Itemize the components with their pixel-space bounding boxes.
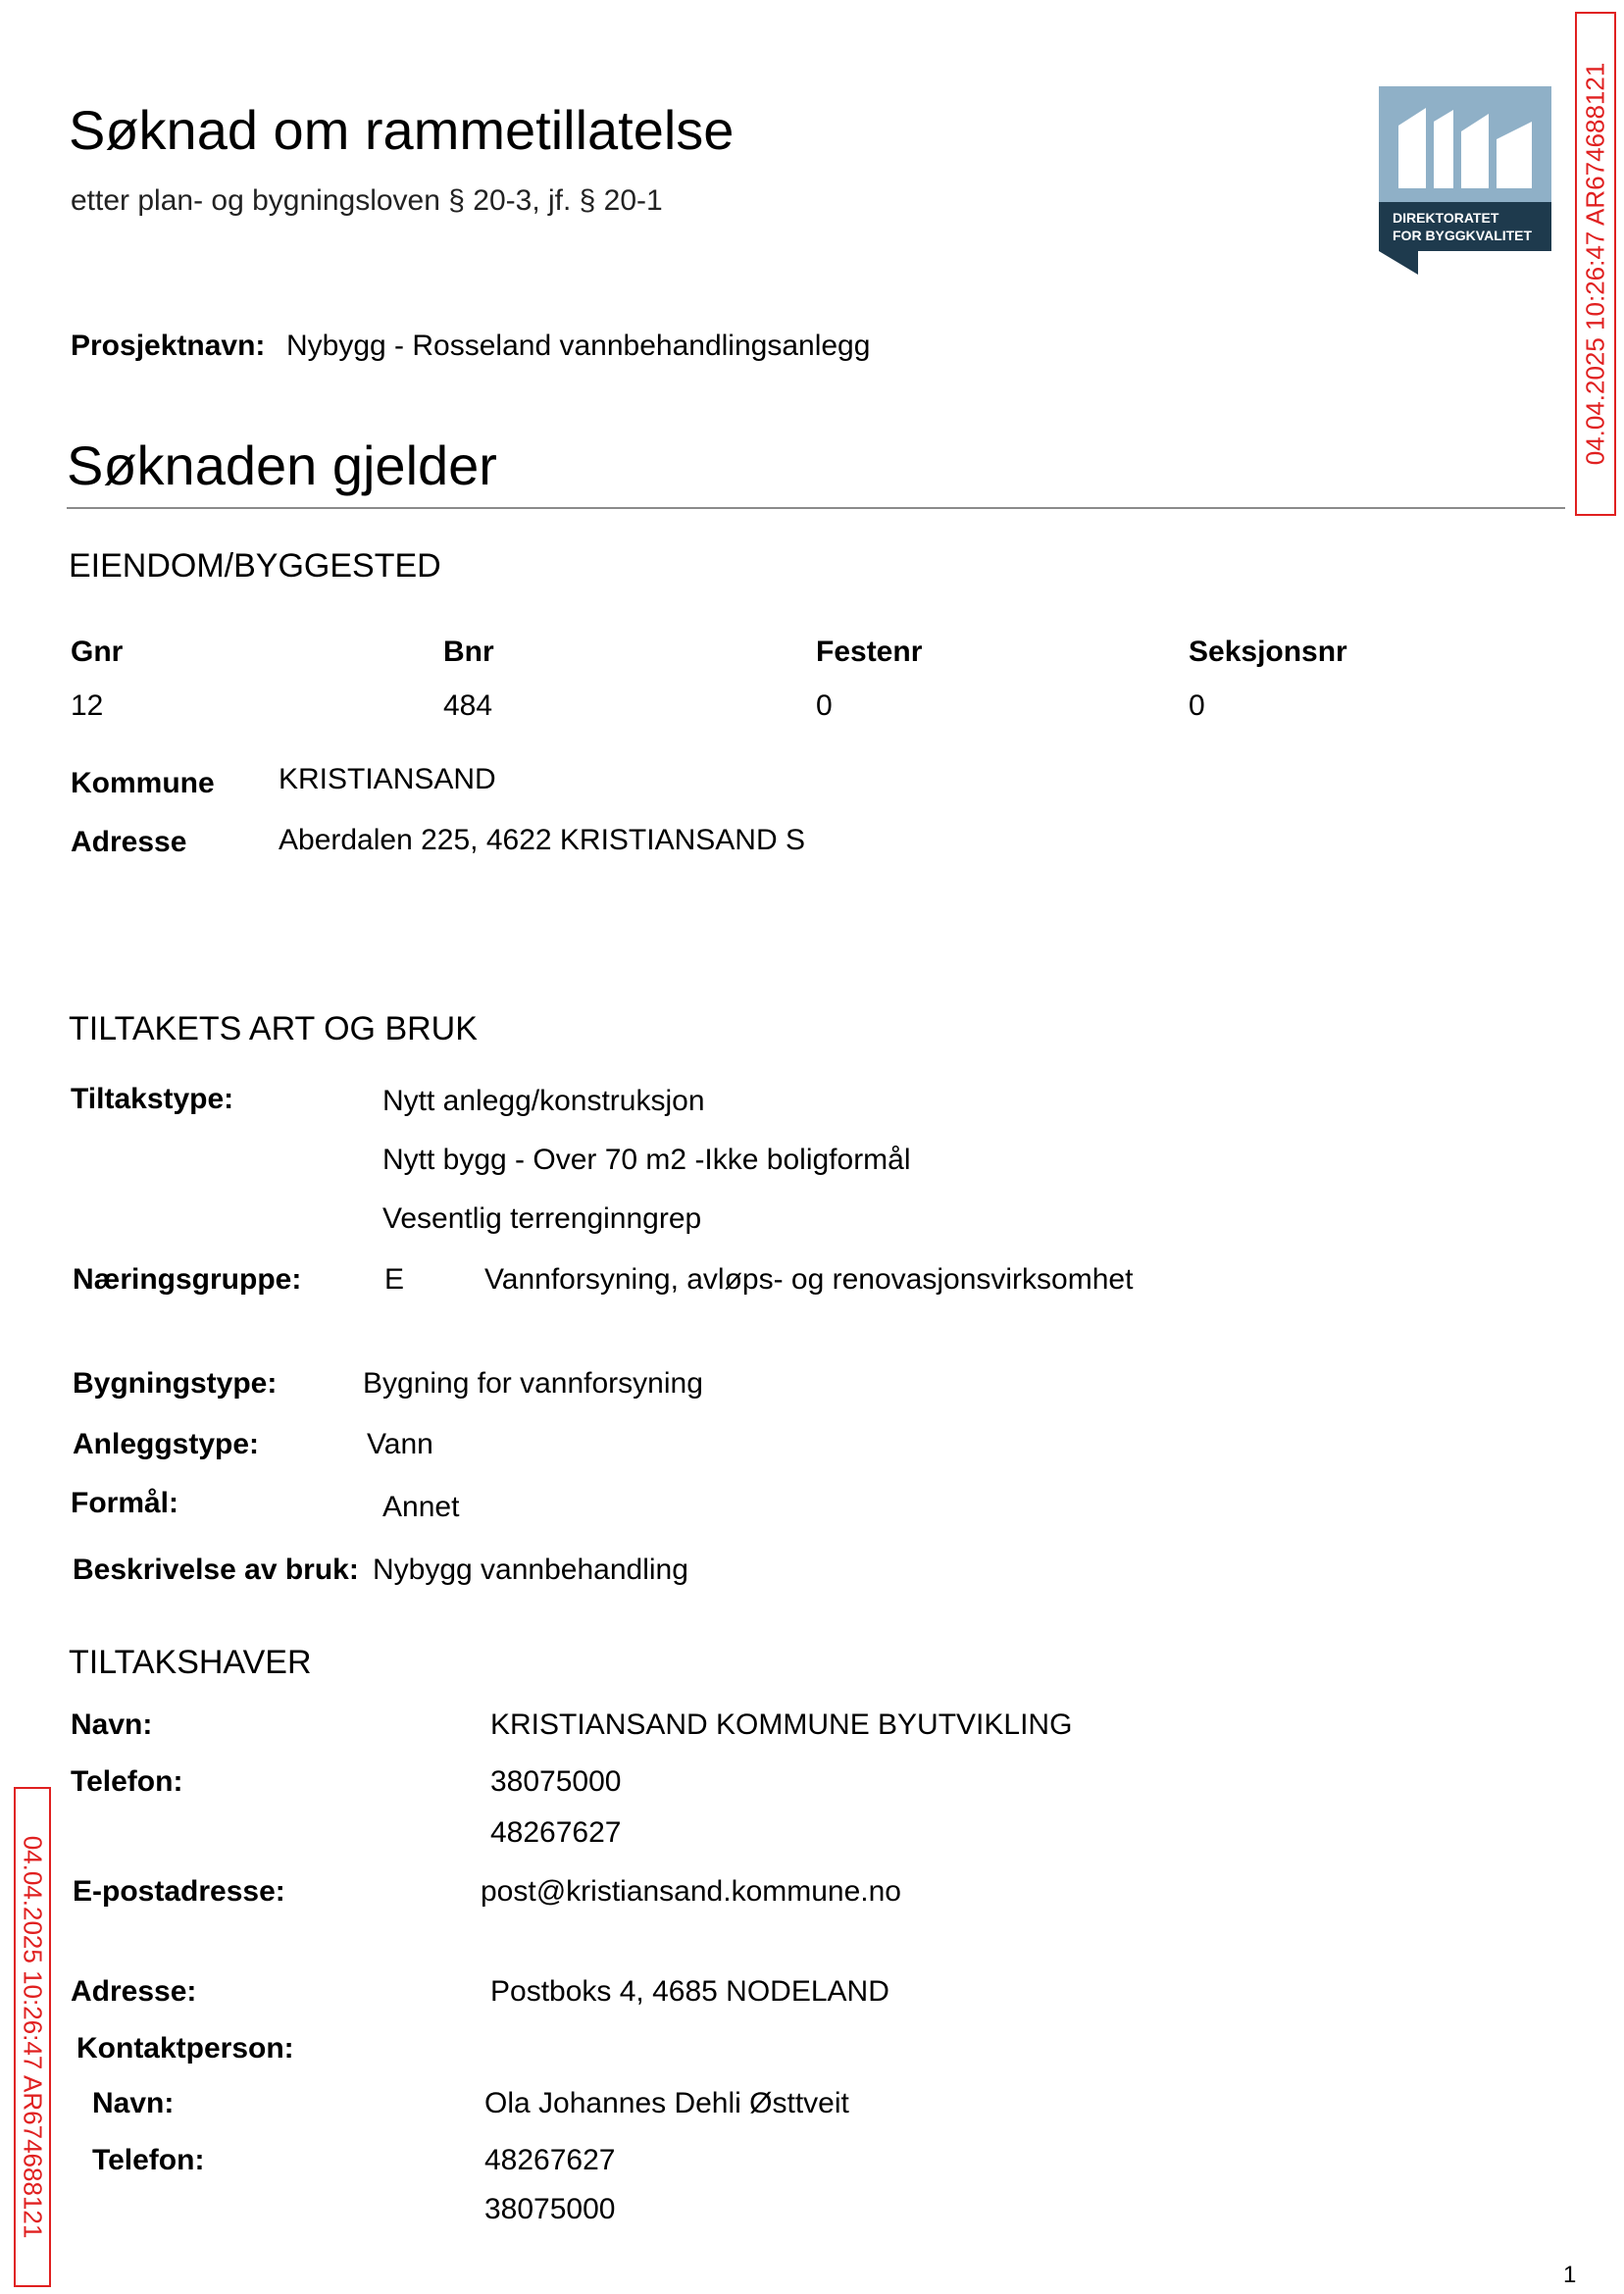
logo-text-line2: FOR BYGGKVALITET [1393, 228, 1533, 243]
stamp-left [14, 1787, 51, 2287]
epost-value: post@kristiansand.kommune.no [481, 1875, 901, 1908]
logo-text-line1: DIREKTORATET [1393, 210, 1499, 226]
project-value: Nybygg - Rosseland vannbehandlingsanlegg [286, 330, 871, 362]
naeringsgruppe-value: Vannforsyning, avløps- og renovasjonsvirksomhet [484, 1263, 1134, 1296]
adresse-value: Aberdalen 225, 4622 KRISTIANSAND S [279, 824, 805, 856]
tiltakshaver-adresse-value: Postboks 4, 4685 NODELAND [490, 1975, 889, 2008]
bnr-header: Bnr [443, 636, 494, 668]
kommune-value: KRISTIANSAND [279, 763, 496, 795]
naeringsgruppe-label: Næringsgruppe: [73, 1263, 302, 1296]
tiltakshaver-telefon-label: Telefon: [71, 1765, 183, 1798]
kontakt-telefon-value-2: 38075000 [484, 2193, 616, 2225]
tiltakshaver-navn-value: KRISTIANSAND KOMMUNE BYUTVIKLING [490, 1708, 1073, 1741]
stamp-right-text: 04.04.2025 10:26:47 AR674688121 [1580, 62, 1610, 466]
tiltakstype-value-1: Nytt anlegg/konstruksjon [382, 1085, 705, 1117]
tiltakstype-label: Tiltakstype: [71, 1083, 234, 1115]
page-number: 1 [1563, 2262, 1577, 2288]
project-label: Prosjektnavn: [71, 330, 266, 362]
festenr-header: Festenr [816, 636, 923, 668]
kontakt-navn-label: Navn: [92, 2087, 175, 2119]
anleggstype-value: Vann [367, 1428, 433, 1460]
document-subtitle: etter plan- og bygningsloven § 20-3, jf. § 20-1 [71, 184, 663, 217]
anleggstype-label: Anleggstype: [73, 1428, 260, 1460]
formal-label: Formål: [71, 1487, 179, 1519]
tiltakshaver-adresse-label: Adresse: [71, 1975, 197, 2008]
tiltakstype-value-3: Vesentlig terrenginngrep [382, 1202, 702, 1235]
tiltakshaver-telefon-value-2: 48267627 [490, 1816, 622, 1849]
section-heading: Søknaden gjelder [67, 434, 497, 496]
dibk-logo [1379, 86, 1551, 275]
epost-label: E-postadresse: [73, 1875, 285, 1908]
stamp-left-text: 04.04.2025 10:26:47 AR674688121 [18, 1835, 48, 2239]
gnr-header: Gnr [71, 636, 124, 668]
naeringsgruppe-code: E [384, 1263, 405, 1296]
kontakt-telefon-value-1: 48267627 [484, 2144, 616, 2176]
bnr-value: 484 [443, 689, 493, 722]
kontakt-telefon-label: Telefon: [92, 2144, 205, 2176]
seksjonsnr-header: Seksjonsnr [1189, 636, 1347, 668]
kontaktperson-label: Kontaktperson: [76, 2032, 294, 2065]
section-divider [67, 507, 1565, 509]
document-title: Søknad om rammetillatelse [69, 99, 735, 161]
adresse-label: Adresse [71, 826, 187, 858]
bygningstype-label: Bygningstype: [73, 1367, 278, 1400]
tiltak-heading: TILTAKETS ART OG BRUK [69, 1010, 478, 1047]
formal-value: Annet [382, 1491, 460, 1523]
bygningstype-value: Bygning for vannforsyning [363, 1367, 703, 1400]
tiltakshaver-navn-label: Navn: [71, 1708, 153, 1741]
kommune-label: Kommune [71, 767, 215, 799]
tiltakshaver-telefon-value-1: 38075000 [490, 1765, 622, 1798]
dibk-logo-graphic [1379, 86, 1551, 275]
tiltakshaver-heading: TILTAKSHAVER [69, 1644, 312, 1681]
stamp-right [1575, 12, 1616, 516]
eiendom-heading: EIENDOM/BYGGESTED [69, 547, 441, 585]
seksjonsnr-value: 0 [1189, 689, 1205, 722]
gnr-value: 12 [71, 689, 104, 722]
festenr-value: 0 [816, 689, 833, 722]
beskrivelse-label: Beskrivelse av bruk: [73, 1554, 359, 1586]
tiltakstype-value-2: Nytt bygg - Over 70 m2 -Ikke boligformål [382, 1144, 911, 1176]
beskrivelse-value: Nybygg vannbehandling [373, 1554, 688, 1586]
kontakt-navn-value: Ola Johannes Dehli Østtveit [484, 2087, 849, 2119]
